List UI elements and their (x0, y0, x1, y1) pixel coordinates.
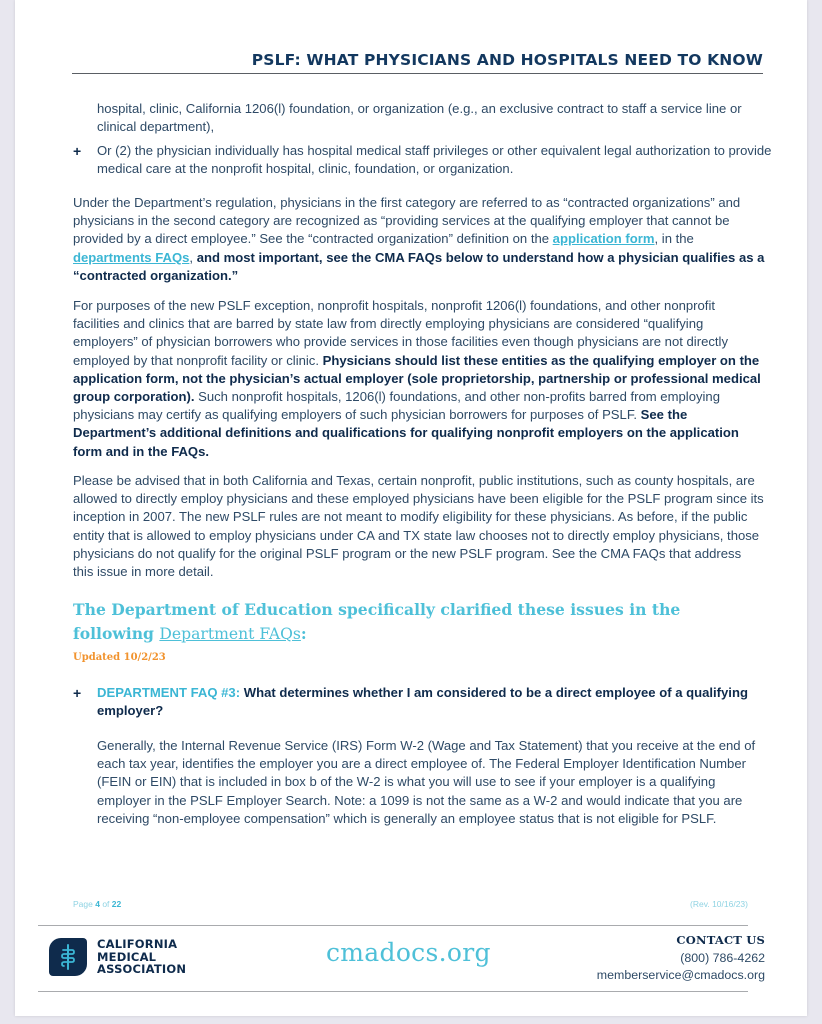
page-header (72, 50, 763, 74)
paragraph-text: , (189, 249, 197, 265)
header-title: PSLF: WHAT PHYSICIANS AND HOSPITALS NEED TO KNOW (251, 51, 763, 69)
application-form-link[interactable]: application form (552, 231, 655, 247)
page-number (73, 899, 121, 909)
page-current: 4 (95, 899, 100, 909)
section-heading-text: The Department of Education specifically clarified these issues in the following (73, 600, 681, 643)
departments-faqs-link[interactable]: departments FAQs (73, 249, 190, 265)
document-page (15, 0, 807, 1016)
plus-bullet-icon: + (73, 685, 82, 701)
paragraph-qualifying-employers (73, 297, 765, 461)
paragraph-bold-text: and most important, see the CMA FAQs below to understand how a physician qualifies as a “contracted organization.” (73, 249, 765, 283)
faq-label: DEPARTMENT FAQ #3: (97, 685, 241, 700)
paragraph-bold-text: See the Department’s additional definitions and qualifications for qualifying nonprofit employers on the application form and in the FAQs. (73, 407, 739, 459)
logo-line: ASSOCIATION (97, 962, 187, 977)
plus-bullet-icon: + (73, 143, 82, 159)
contact-block (597, 932, 765, 985)
bullet-item (73, 142, 773, 178)
paragraph-text: For purposes of the new PSLF exception, nonprofit hospitals, nonprofit 1206(l) foundations, and other nonprofit facilities and clinics that are barred by state law from directly employing physicians are considered “qualifying employers” of physician borrowers who provide services in those facilities even though physicians are not directly employed by that nonprofit facility or clinic. (73, 298, 729, 368)
faq-question: What determines whether I am considered to be a direct employee of a qualifying employer? (97, 685, 748, 719)
paragraph-bold-text: Physicians should list these entities as the qualifying employer on the application form, not the physician’s actual employer (sole proprietorship, partnership or professional medical group corporation). (73, 352, 761, 405)
footer-divider-top (38, 925, 748, 926)
faq-answer: Generally, the Internal Revenue Service (IRS) Form W-2 (Wage and Tax Statement) that you receive at the end of each tax year, identifies the employer you are a direct employee of. The Federal Employer Identification Number (FEIN or EIN) that is included in box b of the W-2 is what you will use to see if your employer is a qualifying employer in the PSLF Employer Search. Note: a 1099 is not the same as a W-2 and would indicate that you are receiving “non-employee compensation” which is generally an employee status that is not eligible for PSLF. (97, 738, 756, 826)
footer-divider-bottom (38, 991, 748, 992)
paragraph-text: Such nonprofit hospitals, 1206(l) foundations, and other non-profits barred from employing physicians may certify as qualifying employers of such physician borrowers for purposes of PSLF. (73, 389, 720, 423)
bullet-text: Or (2) the physician individually has hospital medical staff privileges or other equivalent legal authorization to provide medical care at the nonprofit hospital, clinic, foundation, or organization. (97, 143, 772, 177)
logo-line: MEDICAL (97, 949, 157, 964)
contact-email[interactable]: memberservice@cmadocs.org (596, 968, 765, 982)
paragraph-text: Under the Department’s regulation, physicians in the first category are referred to as “contracted organizations” and physicians in the second category are recognized as “providing services at the qualifying employer that cannot be provided by a direct employee.” See the “contracted organization” definition on the (73, 195, 741, 247)
logo-wordmark (97, 938, 186, 976)
paragraph-california-texas: Please be advised that in both California and Texas, certain nonprofit, public institutions, such as county hospitals, are allowed to directly employ physicians and these employed physicians have been eligible for the PSLF program since its inception in 2007. The new PSLF rules are not meant to modify eligibility for these physicians. As before, if the public entity that is allowed to employ physicians under CA and TX state law chooses not to directly employ physicians, those physicians do not qualify for the original PSLF program or the new PSLF program. See the CMA FAQs that address this issue in more detail. (73, 473, 764, 580)
page-number-prefix: Page (73, 899, 96, 909)
page-number-of: of (99, 899, 112, 909)
website-link[interactable]: cmadocs.org (326, 938, 491, 967)
contact-title: CONTACT US (676, 933, 765, 947)
revision-date: (Rev. 10/16/23) (690, 899, 748, 909)
logo-line: CALIFORNIA (97, 937, 178, 952)
section-heading-suffix: : (300, 624, 307, 643)
paragraph-contracted-organizations (73, 194, 765, 285)
cma-logo (49, 938, 186, 976)
faq-question-line (97, 684, 773, 720)
contact-phone: (800) 786-4262 (680, 950, 765, 965)
page-total: 22 (111, 899, 122, 909)
caduceus-icon (49, 938, 87, 976)
paragraph-text: , in the (654, 231, 694, 247)
bullet-continuation-text: hospital, clinic, California 1206(l) foundation, or organization (e.g., an exclusive contract to staff a service line or clinical department), (97, 101, 742, 135)
section-heading (73, 598, 765, 646)
updated-date-label: Updated 10/2/23 (73, 652, 166, 663)
faq-item (73, 684, 773, 720)
department-faqs-heading-link[interactable]: Department FAQs (159, 625, 301, 643)
